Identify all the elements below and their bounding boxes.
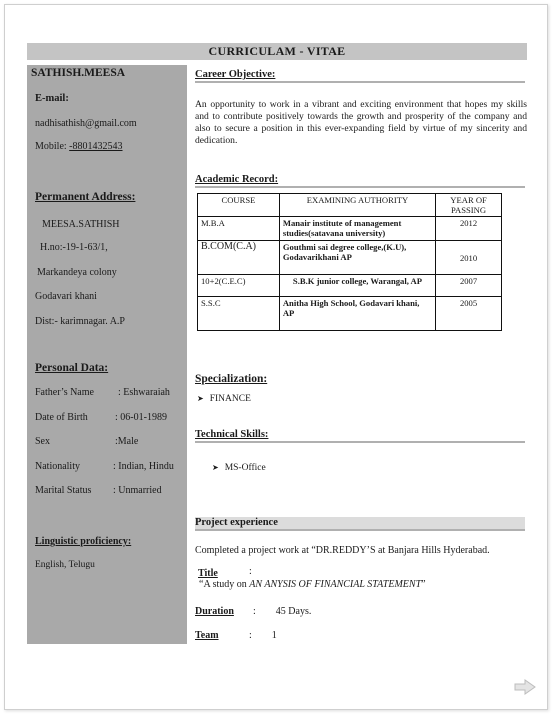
mobile-value: -8801432543 <box>69 141 123 152</box>
table-cell: S.B.K junior college, Warangal, AP <box>279 275 435 297</box>
personal-label: Date of Birth <box>35 412 88 423</box>
column-header: COURSE <box>198 194 280 217</box>
table-cell: M.B.A <box>198 217 280 241</box>
address-heading: Permanent Address: <box>35 191 136 203</box>
specialization-item <box>197 394 251 404</box>
career-heading-text: Career Objective: <box>195 69 276 80</box>
career-objective-text: An opportunity to work in a vibrant and exciting environment that hopes my skills and to contribute positively towards the growth and prosperity of the company and also to secure a position in this ever-expanding field by virtue of my sincerity and dedication. <box>195 99 527 146</box>
candidate-name: SATHISH.MEESA <box>31 67 126 79</box>
project-heading-text: Project experience <box>195 517 278 528</box>
table-row <box>198 275 502 297</box>
table-row <box>198 241 502 275</box>
personal-value: : Eshwaraiah <box>118 387 170 398</box>
table-cell: 10+2(C.E.C) <box>198 275 280 297</box>
technical-item <box>212 463 266 473</box>
specialization-heading <box>195 373 525 386</box>
address-line: MEESA.SATHISH <box>42 219 120 230</box>
column-header: EXAMINING AUTHORITY <box>279 194 435 217</box>
technical-value: MS-Office <box>224 463 266 473</box>
mobile-label: Mobile: <box>35 141 70 152</box>
email-label: E-mail: <box>35 93 69 104</box>
table-row <box>198 297 502 331</box>
academic-table <box>197 193 502 331</box>
table-cell: 2010 <box>436 241 502 275</box>
address-line: Dist:- karimnagar. A.P <box>35 316 125 327</box>
mobile-line <box>35 141 123 152</box>
project-summary: Completed a project work at “DR.REDDY’S at Banjara Hills Hyderabad. <box>195 545 490 556</box>
arrow-bullet-icon: ➤ <box>212 463 219 472</box>
specialization-heading-text: Specialization: <box>195 373 268 385</box>
project-heading <box>195 517 525 531</box>
personal-label: Father’s Name <box>35 387 94 398</box>
personal-label: Sex <box>35 436 50 447</box>
address-line: Godavari khani <box>35 291 97 302</box>
project-title-italic: AN ANYSIS OF FINANCIAL STATEMENT <box>249 579 422 590</box>
table-cell: 2005 <box>436 297 502 331</box>
table-cell: Anitha High School, Godavari khani, AP <box>279 297 435 331</box>
languages: English, Telugu <box>35 560 95 570</box>
duration-value: : 45 Days. <box>253 606 312 617</box>
linguistic-heading: Linguistic proficiency: <box>35 536 132 547</box>
table-cell: 2012 <box>436 217 502 241</box>
project-title-suffix: ” <box>421 579 426 590</box>
academic-heading-text: Academic Record: <box>195 174 279 185</box>
project-title-label: Title <box>198 568 218 579</box>
address-line: Markandeya colony <box>37 267 117 278</box>
technical-heading-text: Technical Skills: <box>195 429 269 440</box>
duration-label: Duration <box>195 606 234 617</box>
column-header: YEAR OF PASSING <box>436 194 502 217</box>
technical-heading <box>195 429 525 443</box>
personal-heading: Personal Data: <box>35 362 109 374</box>
team-label: Team <box>195 630 219 641</box>
next-page-arrow-icon[interactable] <box>514 679 536 695</box>
team-value: : 1 <box>249 630 277 641</box>
project-title-colon: : <box>249 566 252 577</box>
table-cell: Gouthmi sai degree college,(K.U), Godavarikhani AP <box>279 241 435 275</box>
personal-value: : Unmarried <box>113 485 162 496</box>
table-row <box>198 217 502 241</box>
table-cell: S.S.C <box>198 297 280 331</box>
table-cell: B.COM(C.A) <box>198 241 280 275</box>
page-title: CURRICULAM - VITAE <box>27 43 527 60</box>
table-cell: Manair institute of management studies(satavana university) <box>279 217 435 241</box>
table-header-row <box>198 194 502 217</box>
email-value: nadhisathish@gmail.com <box>35 118 137 129</box>
personal-label: Marital Status <box>35 485 92 496</box>
address-line: H.no:-19-1-63/1, <box>40 242 108 253</box>
academic-heading <box>195 174 525 188</box>
career-heading <box>195 69 525 83</box>
personal-label: Nationality <box>35 461 80 472</box>
specialization-value: FINANCE <box>209 394 251 404</box>
arrow-bullet-icon: ➤ <box>197 394 204 403</box>
personal-value: : 06-01-1989 <box>115 412 167 423</box>
project-title-value <box>199 579 426 590</box>
table-cell: 2007 <box>436 275 502 297</box>
personal-value: : Indian, Hindu <box>113 461 174 472</box>
personal-value: :Male <box>115 436 139 447</box>
project-title-prefix: “A study on <box>199 579 250 590</box>
